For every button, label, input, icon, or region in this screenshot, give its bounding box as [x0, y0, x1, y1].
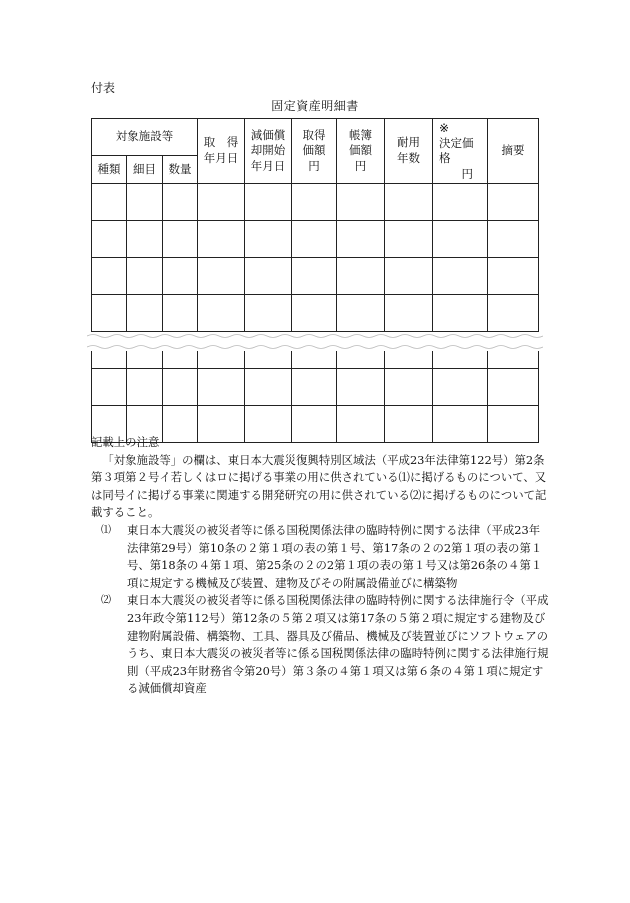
header-book-value	[337, 119, 385, 184]
header-book-value-text: 帳簿 価額 円	[349, 127, 372, 173]
table-cell	[245, 369, 292, 406]
table-cell	[163, 295, 198, 332]
notes-section	[91, 434, 551, 698]
table-cell	[292, 295, 337, 332]
appendix-label: 付表	[91, 81, 116, 95]
header-quantity: 数量	[163, 156, 198, 184]
item-number: ⑴	[101, 524, 111, 536]
wave-break-icon	[87, 332, 543, 351]
table-cell	[245, 295, 292, 332]
asterisk-mark: ※	[439, 120, 450, 135]
table-cell	[92, 258, 127, 295]
table-cell	[385, 184, 433, 221]
table-cell	[488, 258, 539, 295]
table-row	[92, 221, 539, 258]
item-text: 東日本大震災の被災者等に係る国税関係法律の臨時特例に関する法律施行令（平成23年政令第112号）第12条の５第２項又は第17条の５第２項に規定する建物及び建物附属設備、構築物、工具、器具及び備品、機械及び装置並びにソフトウェアのうち、東日本大震災の被災者等に係る国税関係法律の臨時特例に関する法律施行規則（平成23年財務省令第20号）第３条の４第１項又は第６条の４第１項に規定する減価償却資産	[127, 593, 549, 696]
table-cell	[198, 184, 245, 221]
header-determined-price-text: 決定価 格	[439, 135, 474, 166]
list-item	[101, 522, 551, 592]
table-cell	[488, 221, 539, 258]
header-acquisition-price	[292, 119, 337, 184]
table-cell	[245, 258, 292, 295]
table-cell	[433, 221, 488, 258]
table-cell	[292, 184, 337, 221]
table-cell	[488, 295, 539, 332]
list-item	[101, 592, 551, 698]
table-cell	[337, 369, 385, 406]
table-cell	[163, 221, 198, 258]
table-cell	[292, 258, 337, 295]
table-cell	[337, 258, 385, 295]
table-cell	[92, 221, 127, 258]
table-cell	[433, 295, 488, 332]
table-cell	[337, 295, 385, 332]
header-determined-price	[433, 119, 488, 184]
table-cell	[198, 295, 245, 332]
item-text: 東日本大震災の被災者等に係る国税関係法律の臨時特例に関する法律（平成23年法律第29号）第10条の２第１項の表の第１号、第17条の２の2第１項の表の第１号、第18条の４第１項、第25条の２の2第１項の表の第１号又は第26条の４第１項に規定する機械及び装置、建物及びその附属設備並びに構築物	[127, 522, 543, 590]
table-row	[92, 184, 539, 221]
header-target-facilities: 対象施設等	[92, 119, 198, 156]
notes-heading: 記載上の注意	[91, 435, 160, 449]
table-row	[92, 369, 539, 406]
table-cell	[488, 184, 539, 221]
table-cell	[127, 295, 163, 332]
asset-detail-table	[91, 118, 538, 429]
table-row	[92, 258, 539, 295]
table-cell	[385, 295, 433, 332]
table-cell	[433, 258, 488, 295]
header-depreciation-start	[245, 119, 292, 184]
table-cell	[163, 369, 198, 406]
notes-intro: 「対象施設等」の欄は、東日本大震災復興特別区域法（平成23年法律第122号）第2条第３項第２号イ若しくはロに掲げる事業の用に供されている⑴に掲げるものについて、又は同号イに掲げる事業に関連する開発研究の用に供されている⑵に掲げるものについて記載すること。	[91, 452, 547, 520]
header-type: 種類	[92, 156, 127, 184]
table-cell	[245, 184, 292, 221]
header-acquisition-date-text: 取 得 年月日	[203, 135, 239, 165]
table-cell	[337, 221, 385, 258]
table-break-wave	[87, 332, 543, 351]
table-row	[92, 295, 539, 332]
table-cell	[92, 295, 127, 332]
table-cell	[127, 221, 163, 258]
item-number: ⑵	[101, 595, 111, 607]
table-cell	[385, 369, 433, 406]
header-useful-life	[385, 119, 433, 184]
table-cell	[127, 258, 163, 295]
table-cell	[127, 184, 163, 221]
table-cell	[245, 221, 292, 258]
header-depreciation-start-text: 減価償 却開始 年月日	[250, 127, 286, 173]
header-summary: 摘要	[488, 119, 539, 184]
table-cell	[127, 369, 163, 406]
table-cell	[198, 258, 245, 295]
table-cell	[337, 184, 385, 221]
table-cell	[433, 184, 488, 221]
header-determined-price-unit: 円	[461, 166, 473, 181]
header-acquisition-price-text: 取得 価額 円	[302, 127, 326, 173]
table-cell	[163, 184, 198, 221]
header-useful-life-text: 耐用 年数	[397, 135, 420, 165]
table-cell	[292, 369, 337, 406]
table-cell	[292, 221, 337, 258]
table-cell	[198, 221, 245, 258]
table-cell	[198, 369, 245, 406]
table-cell	[385, 258, 433, 295]
table-cell	[92, 184, 127, 221]
document-title: 固定資産明細書	[271, 99, 359, 113]
header-detail: 細目	[127, 156, 163, 184]
table-cell	[163, 258, 198, 295]
header-acquisition-date	[198, 119, 245, 184]
table-cell	[92, 369, 127, 406]
table-cell	[488, 369, 539, 406]
table-cell	[433, 369, 488, 406]
table-cell	[385, 221, 433, 258]
